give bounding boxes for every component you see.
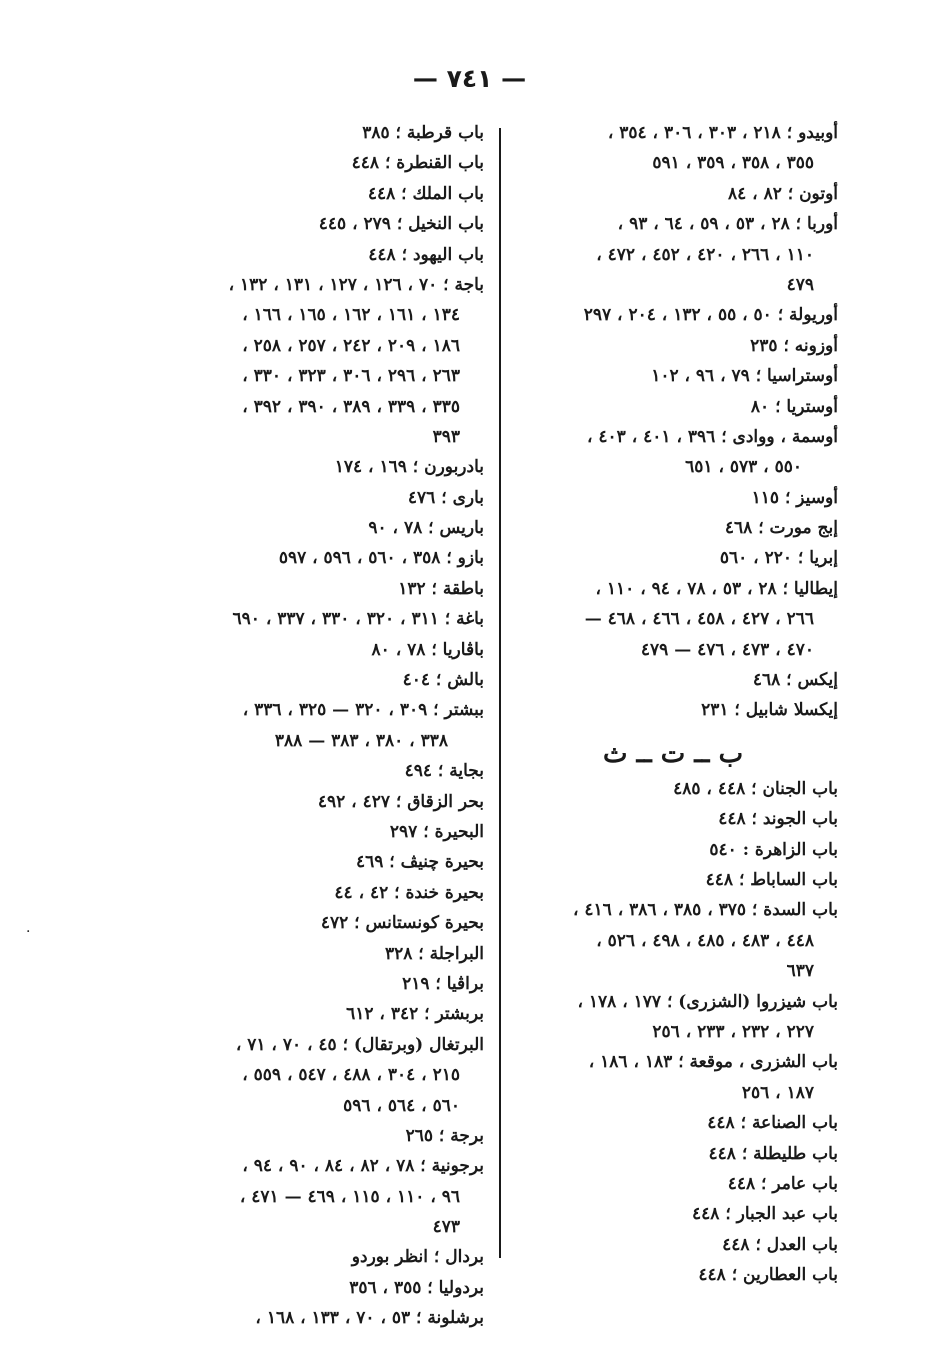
column-divider [499, 128, 501, 1258]
index-entry: باب الجوند ؛ ٤٤٨ [718, 809, 838, 830]
index-entry: بردوليا ؛ ٣٥٥ ، ٣٥٦ [349, 1277, 484, 1298]
index-entry: ببشتر ؛ ٣٠٩ ، ٣٢٠ — ٣٢٥ ، ٣٣٦ ، [242, 700, 484, 721]
index-entry: باب الزاهرة : ٥٤٠ [709, 839, 838, 860]
index-entry: بحيرة خندة ؛ ٤٢ ، ٤٤ [334, 882, 484, 903]
index-entry: إيطاليا ؛ ٢٨ ، ٥٣ ، ٧٨ ، ٩٤ ، ١١٠ ، [595, 578, 838, 599]
index-entry: أوزونه ؛ ٢٣٥ [750, 335, 838, 356]
index-entry-continuation: ١٨٦ ، ٢٠٩ ، ٢٤٢ ، ٢٥٧ ، ٢٥٨ ، [242, 335, 460, 356]
index-entry-continuation: ٢٦٣ ، ٢٩٦ ، ٣٠٦ ، ٣٢٣ ، ٣٣٠ ، [242, 366, 460, 387]
index-entry: باب النخيل ؛ ٢٧٩ ، ٤٤٥ [318, 214, 484, 235]
index-entry: باغة ؛ ٣١١ ، ٣٢٠ ، ٣٣٠ ، ٣٣٧ ، ٦٩٠ [232, 609, 484, 630]
index-entry: إيكسلا شابيل ؛ ٢٣١ [701, 700, 838, 721]
index-entry: باطقة ؛ ١٣٢ [398, 578, 484, 599]
index-entry-continuation: ٩٦ ، ١١٠ ، ١١٥ ، ٤٦٩ — ٤٧١ ، [239, 1186, 460, 1207]
index-entry: أوسيز ؛ ١١٥ [751, 487, 838, 508]
index-entry-continuation: ٥٥٠ ، ٥٧٣ ، ٦٥١ [685, 457, 802, 478]
index-entry: بردال ؛ انظر بوردو [351, 1247, 484, 1268]
index-entry: بازو ؛ ٣٥٨ ، ٥٦٠ ، ٥٩٦ ، ٥٩٧ [278, 548, 484, 569]
index-entry-continuation: ٢١٥ ، ٣٠٤ ، ٤٨٨ ، ٥٤٧ ، ٥٥٩ ، [242, 1065, 460, 1086]
index-entry: بارى ؛ ٤٧٦ [407, 487, 484, 508]
index-entry: باب الشزرى ، موقعة ؛ ١٨٣ ، ١٨٦ ، [588, 1052, 838, 1073]
index-entry-continuation: ٣٣٨ ، ٣٨٠ ، ٣٨٣ — ٣٨٨ [274, 730, 448, 751]
index-entry-continuation: ٦٣٧ [786, 961, 814, 982]
index-entry-continuation: ١١٠ ، ٢٦٦ ، ٤٢٠ ، ٤٥٢ ، ٤٧٢ ، [596, 244, 814, 265]
index-entry: بجاية ؛ ٤٩٤ [404, 761, 484, 782]
print-speck: · [26, 924, 31, 940]
entries-after-heading [508, 774, 838, 1291]
index-entry: باب طليطلة ؛ ٤٤٨ [708, 1143, 838, 1164]
index-entry: أوتون ؛ ٨٢ ، ٨٤ [727, 183, 838, 204]
index-entry-continuation: ٣٥٥ ، ٣٥٨ ، ٣٥٩ ، ٥٩١ [652, 153, 814, 174]
index-entry: بحيرة كونستانس ؛ ٤٧٢ [320, 913, 484, 934]
index-entry-continuation: ٢٢٧ ، ٢٣٢ ، ٢٣٣ ، ٢٥٦ [652, 1021, 814, 1042]
index-entry: إبريا ؛ ٢٢٠ ، ٥٦٠ [719, 548, 838, 569]
index-entry-continuation: ٣٣٥ ، ٣٣٩ ، ٣٨٩ ، ٣٩٠ ، ٣٩٢ ، [242, 396, 460, 417]
index-entry: البحيرة ؛ ٢٩٧ [389, 821, 484, 842]
index-entry: البرتغال (وبرتقال) ؛ ٤٥ ، ٧٠ ، ٧١ ، [235, 1034, 484, 1055]
index-entry-continuation: ١٣٤ ، ١٦١ ، ١٦٢ ، ١٦٥ ، ١٦٦ ، [242, 305, 460, 326]
index-column-left [154, 118, 484, 1334]
index-entry: بحر الزقاق ؛ ٤٢٧ ، ٤٩٢ [317, 791, 484, 812]
index-entry: باب العطارين ؛ ٤٤٨ [698, 1265, 838, 1286]
index-entry: باب الساباط ؛ ٤٤٨ [705, 869, 838, 890]
index-entry: أوستريا ؛ ٨٠ [750, 396, 838, 417]
index-column-right [508, 118, 838, 1290]
index-entry-continuation: ٤٧٩ [786, 274, 814, 295]
index-entry: باب القنطرة ؛ ٤٤٨ [351, 153, 484, 174]
index-entry: برشلونة ؛ ٥٣ ، ٧٠ ، ١٣٣ ، ١٦٨ ، [255, 1308, 484, 1329]
index-entry-continuation: ١٨٧ ، ٢٥٦ [741, 1082, 814, 1103]
index-entry: باب عامر ؛ ٤٤٨ [727, 1173, 838, 1194]
index-entry-continuation: ٢٦٦ ، ٤٢٧ ، ٤٥٨ ، ٤٦٦ ، ٤٦٨ — [584, 609, 814, 630]
index-entry: أوسمة ، ووادى ؛ ٣٩٦ ، ٤٠١ ، ٤٠٣ ، [587, 426, 838, 447]
index-entry: البراجلة ؛ ٣٢٨ [384, 943, 484, 964]
index-entry: باب الصناعة ؛ ٤٤٨ [707, 1113, 838, 1134]
index-entry: باب العدل ؛ ٤٤٨ [722, 1234, 838, 1255]
index-entry: باب قرطبة ؛ ٣٨٥ [362, 123, 484, 143]
index-entry: بادربورن ؛ ١٦٩ ، ١٧٤ [334, 457, 484, 478]
index-entry: إبج مورت ؛ ٤٦٨ [724, 518, 838, 539]
index-entry: أوستراسيا ؛ ٧٩ ، ٩٦ ، ١٠٢ [651, 366, 838, 387]
index-entry-continuation: ٤٧٣ [432, 1217, 460, 1238]
index-entry: باجة ؛ ٧٠ ، ١٢٦ ، ١٢٧ ، ١٣١ ، ١٣٢ ، [228, 274, 484, 295]
index-entry: برجة ؛ ٢٦٥ [405, 1125, 484, 1146]
index-entry-continuation: ٥٦٠ ، ٥٦٤ ، ٥٩٦ [343, 1095, 460, 1116]
index-entry: براڤيا ؛ ٢١٩ [402, 973, 484, 994]
index-entry: بالش ؛ ٤٠٤ [402, 670, 484, 691]
index-entry: باڤاريا ؛ ٧٨ ، ٨٠ [371, 639, 484, 660]
index-entry: باب الجنان ؛ ٤٤٨ ، ٤٨٥ [673, 778, 838, 799]
index-entry: باريس ؛ ٧٨ ، ٩٠ [368, 518, 484, 539]
index-entry: باب السدة ؛ ٣٧٥ ، ٣٨٥ ، ٣٨٦ ، ٤١٦ ، [573, 900, 838, 921]
index-entry: باب عبد الجبار ؛ ٤٤٨ [692, 1204, 838, 1225]
index-entry: إيكس ؛ ٤٦٨ [752, 670, 838, 691]
index-entry: أوريولة ؛ ٥٠ ، ٥٥ ، ١٣٢ ، ٢٠٤ ، ٢٩٧ [583, 305, 838, 326]
entries-before-heading [508, 118, 838, 726]
index-entry-continuation: ٣٩٣ [432, 426, 460, 447]
index-entry: باب اليهود ؛ ٤٤٨ [368, 244, 484, 265]
index-entry: باب شيزروا (الشزرى) ؛ ١٧٧ ، ١٧٨ ، [577, 991, 838, 1012]
index-entry: أوبيدو ؛ ٢١٨ ، ٣٠٣ ، ٣٠٦ ، ٣٥٤ ، [607, 123, 838, 143]
index-entry-continuation: ٤٧٠ ، ٤٧٣ ، ٤٧٦ — ٤٧٩ [640, 639, 814, 660]
index-entry: باب الملك ؛ ٤٤٨ [367, 183, 484, 204]
index-entry: بحيرة چنيڤ ؛ ٤٦٩ [355, 852, 484, 873]
index-entry: أوربا ؛ ٢٨ ، ٥٣ ، ٥٩ ، ٦٤ ، ٩٣ ، [617, 214, 838, 235]
index-entry-continuation: ٤٤٨ ، ٤٨٣ ، ٤٨٥ ، ٤٩٨ ، ٥٢٦ ، [596, 930, 814, 951]
index-entry: بربشتر ؛ ٣٤٢ ، ٦١٢ [346, 1004, 484, 1025]
page-number: — ٧٤١ — [412, 64, 527, 93]
index-entry: برجونية ؛ ٧٨ ، ٨٢ ، ٨٤ ، ٩٠ ، ٩٤ ، [242, 1156, 484, 1177]
section-heading: ب ــ ت ــ ث [602, 738, 744, 769]
